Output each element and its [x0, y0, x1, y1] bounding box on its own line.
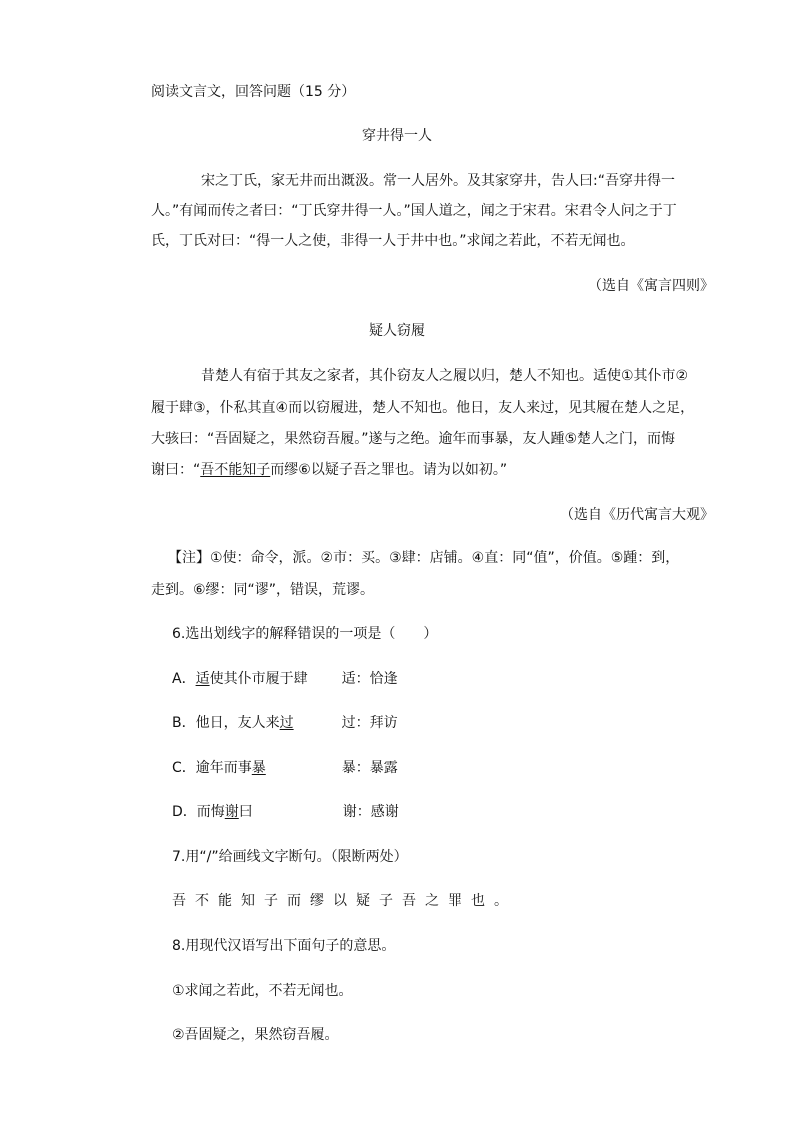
passage2-line-end: 而缪⑥以疑子吾之罪也。请为以如初。” [270, 462, 508, 478]
q6-option-b[interactable]: B．他日，友人来过 过：拜访 [172, 715, 398, 731]
instruction: 阅读文言文，回答问题（15 分） [151, 84, 356, 100]
passage2-line: 大骇曰：“吾固疑之，果然窃吾履。”遂与之绝。逾年而事暴，友人踵⑤楚人之门，而悔 [151, 431, 676, 447]
option-letter: B． [172, 715, 196, 731]
q7-sentence: 吾不能知子而缪以疑子吾之罪也。 [172, 893, 517, 909]
q8-item: ①求闻之若此，不若无闻也。 [172, 983, 353, 999]
underlined-char: 过 [279, 715, 294, 731]
option-letter: D． [172, 804, 197, 820]
underlined-char: 暴 [251, 760, 266, 776]
passage2-line: 昔楚人有宿于其友之家者，其仆窃友人之履以归，楚人不知也。适使①其仆市② [201, 368, 689, 384]
passage2-source: （选自《历代寓言大观》 [560, 507, 714, 523]
passage2-line: 履于肆③，仆私其直④而以窃履进，楚人不知也。他日，友人来过，见其履在楚人之足， [151, 400, 695, 416]
passage2-line [151, 460, 507, 480]
option-letter: C． [172, 760, 196, 776]
option-letter: A． [172, 671, 196, 687]
passage1-line: 宋之丁氏，家无井而出溉汲。常一人居外。及其家穿井，告人曰:“吾穿井得一 [201, 173, 675, 189]
passage1-line: 人。”有闻而传之者曰：“丁氏穿井得一人。”国人道之，闻之于宋君。宋君令人问之于丁 [151, 203, 677, 219]
q7-stem: 7.用“/”给画线文字断句。（限断两处） [172, 849, 408, 865]
passage2-line-start: 谢曰：“ [151, 462, 201, 478]
underlined-char: 适 [195, 671, 210, 687]
option-explanation: 谢：感谢 [342, 804, 399, 820]
passage1-line: 氏，丁氏对曰：“得一人之使，非得一人于井中也。”求闻之若此，不若无闻也。 [151, 233, 635, 249]
passage1-source: （选自《寓言四则》 [588, 278, 714, 294]
notes-line: 【注】①使：命令，派。②市：买。③肆：店铺。④直：同“值”，价值。⑤踵：到， [168, 550, 680, 566]
q8-item: ②吾固疑之，果然窃吾履。 [172, 1027, 339, 1043]
q6-stem: 6.选出划线字的解释错误的一项是（ ） [172, 626, 438, 642]
option-explanation: 过：拜访 [341, 715, 398, 731]
passage2-title: 疑人窃履 [369, 323, 425, 339]
underlined-phrase: 吾不能知子 [200, 462, 271, 478]
q6-option-d[interactable]: D．而悔谢曰 谢：感谢 [172, 804, 399, 820]
q8-stem: 8.用现代汉语写出下面句子的意思。 [172, 938, 396, 954]
option-explanation: 暴：暴露 [341, 760, 398, 776]
q6-option-c[interactable]: C．逾年而事暴 暴：暴露 [172, 760, 398, 776]
notes-line: 走到。⑥缪：同“谬”，错误，荒谬。 [151, 582, 375, 598]
option-explanation: 适：恰逢 [341, 671, 398, 687]
underlined-char: 谢 [224, 804, 239, 820]
q6-option-a[interactable]: A．适使其仆市履于肆 适：恰逢 [172, 671, 398, 687]
passage1-title: 穿井得一人 [362, 128, 432, 144]
